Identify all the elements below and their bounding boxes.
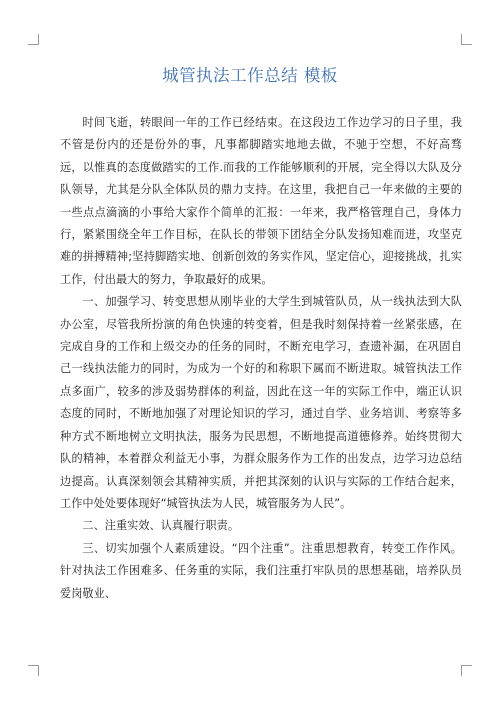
paragraph-intro: 时间飞逝，转眼间一年的工作已经结束。在这段边工作边学习的日子里，我不管是份内的还是份外的事，凡事都脚踏实地地去做，不驰于空想，不好高骛远，以惟真的态度做踏实的工作.而我的工作能够顺利的开展，完全得以大队及分队领导，尤其是分队全体队员的鼎力支持。在这里，我把自己一年来做的主要的一些点点滴滴的小事给大家作个简单的汇报：一年来，我严格管理自己，身体力行，紧紧围绕全年工作目标，在队长的带领下团结全分队发扬知难而进，攻坚克难的拼搏精神;坚持脚踏实地、创新创效的务实作风，坚定信心，迎接挑战，扎实工作，付出最大的努力，争取最好的成果。 [60, 116, 462, 286]
paragraph-section-3: 三、切实加强个人素质建设。“四个注重”。注重思想教育，转变工作作风。针对执法工作困难多、任务重的实际，我们注重打牢队员的思想基础，培养队员爱岗敬业、 [60, 541, 462, 600]
crop-mark-top-left [28, 34, 39, 45]
document-title: 城管执法工作总结 模板 [162, 66, 338, 85]
paragraph-section-2: 二、注重实效、认真履行职责。 [82, 519, 240, 533]
crop-mark-bottom-right [461, 665, 472, 676]
document-body [60, 112, 462, 605]
paragraph-section-1: 一、加强学习、转变思想从刚毕业的大学生到城管队员，从一线执法到大队办公室，尽管我所扮演的角色快速的转变着，但是我时刻保持着一丝紧张感，在完成自身的工作和上级交办的任务的同时，不断充电学习，查遗补漏，在巩固自己一线执法能力的同时，为成为一个好的和称职下属而不断进取。城管执法工作点多面广，较多的涉及弱势群体的利益，因此在这一年的实际工作中，端正认识态度的同时，不断地加强了对理论知识的学习，通过自学、业务培训、考察等多种方式不断地树立文明执法，服务为民思想，不断地提高道德修养。始终贯彻大队的精神，本着群众利益无小事，为群众服务作为工作的出发点，边学习边总结边提高。认真深刻领会其精神实质，并把其深刻的认识与实际的工作结合起来，工作中处处要体现好“城管执法为人民，城管服务为人民”。 [60, 295, 462, 510]
crop-mark-bottom-left [28, 665, 39, 676]
crop-mark-top-right [461, 34, 472, 45]
